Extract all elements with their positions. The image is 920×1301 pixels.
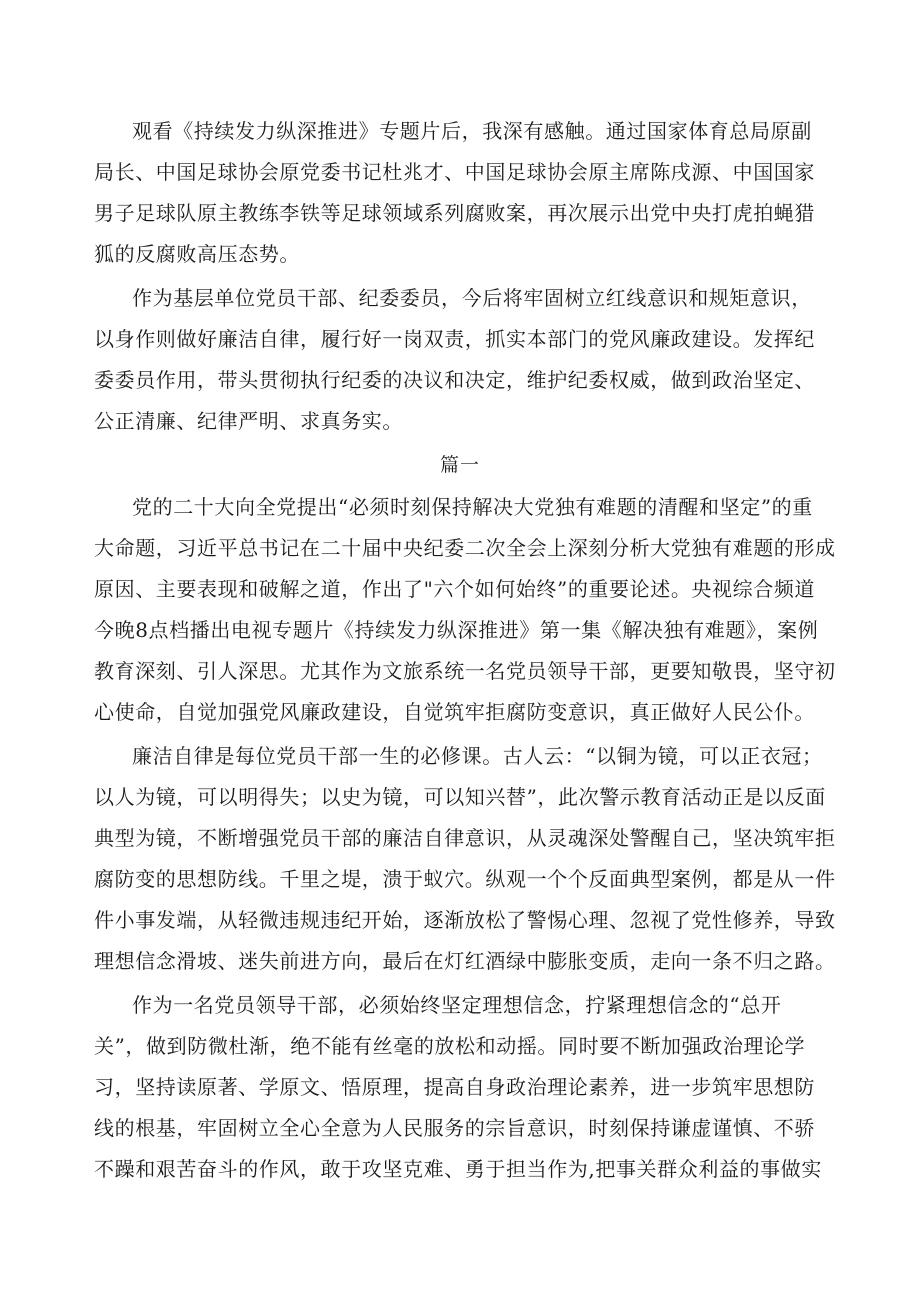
text-line: 以身作则做好廉洁自律，履行好一岗双责，抓实本部门的党风廉政建设。发挥纪: [94, 327, 815, 351]
text-line: 理想信念滑坡、迷失前进方向，最后在灯红酒绿中膨胀变质，走向一条不归之路。: [94, 949, 836, 973]
text-line: 心使命，自觉加强党风廉政建设，自觉筑牢拒腐防变意识，真正做好人民公仆。: [94, 700, 815, 724]
text-line: 关”，做到防微杜渐，绝不能有丝毫的放松和动摇。同时要不断加强政治理论学: [94, 1034, 806, 1058]
text-line: 狐的反腐败高压态势。: [94, 242, 300, 266]
text-line: 委委员作用，带头贯彻执行纪委的决议和决定，维护纪委权威，做到政治坚定、: [94, 368, 815, 392]
text-line: 局长、中国足球协会原党委书记杜兆才、中国足球协会原主席陈戌源、中国国家: [94, 160, 815, 184]
text-line: 男子足球队原主教练李铁等足球领域系列腐败案，再次展示出党中央打虎拍蝇猎: [94, 201, 815, 225]
text-line: 典型为镜，不断增强党员干部的廉洁自律意识，从灵魂深处警醒自己，坚决筑牢拒: [94, 826, 836, 850]
text-line: 作为基层单位党员干部、纪委委员，今后将牢固树立红线意识和规矩意识，: [132, 286, 812, 310]
text-line: 公正清廉、纪律严明、求真务实。: [94, 409, 403, 433]
text-line: 今晚8点档播出电视专题片《持续发力纵深推进》第一集《解决独有难题》，案例: [94, 618, 819, 642]
text-line: 观看《持续发力纵深推进》专题片后，我深有感触。通过国家体育总局原副: [132, 119, 812, 143]
text-line: 以人为镜，可以明得失；以史为镜，可以知兴替”，此次警示教育活动正是以反面: [94, 785, 826, 809]
text-line: 件小事发端，从轻微违规违纪开始，逐渐放松了警惕心理、忽视了党性修养，导致: [94, 908, 836, 932]
text-line: 线的根基，牢固树立全心全意为人民服务的宗旨意识，时刻保持谦虚谨慎、不骄: [94, 1116, 815, 1140]
text-line: 习，坚持读原著、学原文、悟原理，提高自身政治理论素养，进一步筑牢思想防: [94, 1075, 815, 1099]
section-heading: 篇一: [439, 454, 480, 476]
text-line: 腐防变的思想防线。千里之堤，溃于蚁穴。纵观一个个反面典型案例，都是从一件: [94, 867, 836, 891]
text-line: 原因、主要表现和破解之道，作出了"六个如何始终”的重要论述。央视综合频道: [94, 577, 816, 601]
text-line: 廉洁自律是每位党员干部一生的必修课。古人云：“以铜为镜，可以正衣冠；: [132, 744, 823, 768]
text-line: 大命题，习近平总书记在二十届中央纪委二次全会上深刻分析大党独有难题的形成: [94, 536, 836, 560]
text-line: 党的二十大向全党提出“必须时刻保持解决大党独有难题的清醒和坚定”的重: [132, 495, 813, 519]
text-line: 教育深刻、引人深思。尤其作为文旅系统一名党员领导干部，更要知敬畏，坚守初: [94, 659, 836, 683]
text-line: 不躁和艰苦奋斗的作风，敢于攻坚克难、勇于担当作为,把事关群众利益的事做实: [94, 1157, 822, 1181]
text-line: 作为一名党员领导干部，必须始终坚定理想信念，拧紧理想信念的“总开: [132, 993, 782, 1017]
